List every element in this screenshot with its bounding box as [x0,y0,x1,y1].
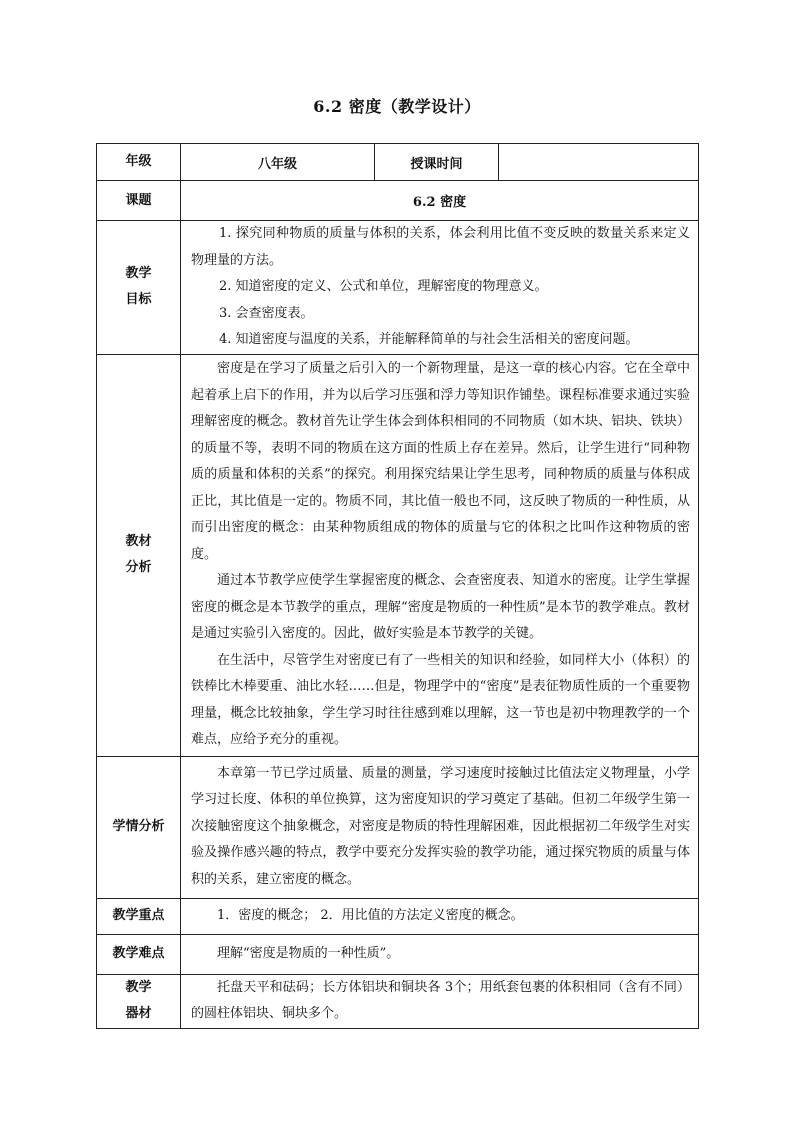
equipment-label-line2: 器材 [125,1006,152,1021]
difficulties-row [97,934,699,974]
goals-row [97,221,699,355]
material-content [181,354,699,756]
grade-value: 八年级 [181,144,375,181]
equipment-row [97,974,699,1028]
equipment-content [181,974,699,1028]
topic-label: 课题 [97,181,181,221]
key-points-value: 1．密度的概念； 2．用比值的方法定义密度的概念。 [217,907,524,923]
students-paragraph: 本章第一节已学过质量、质量的测量，学习速度时接触过比值法定义物理量，小学学习过长度、体积的单位换算，这为密度知识的学习奠定了基础。但初二年级学生第一次接触密度这个抽象概念，对密度是物质的特性理解困难，因此根据初二年级学生对实验及操作感兴趣的特点，教学中要充分发挥实验的教学功能，通过探究物质的质量与体积的关系，建立密度的概念。 [191,765,690,887]
goals-label [97,221,181,355]
students-content [181,756,699,898]
material-label-line1: 教材 [125,534,152,549]
difficulties-content [181,934,699,974]
topic-value: 6.2 密度 [181,181,699,221]
grade-label: 年级 [97,144,181,181]
material-paragraph: 密度是在学习了质量之后引入的一个新物理量，是这一章的核心内容。它在全章中起着承上启下的作用，并为以后学习压强和浮力等知识作铺垫。课程标准要求通过实验理解密度的概念。教材首先让学生体会到体积相同的不同物质（如木块、铝块、铁块）的质量不等，表明不同的物质在这方面的性质上存在差异。然后，让学生进行“同种物质的质量和体积的关系”的探究。利用探究结果让学生思考，同种物质的质量与体积成正比，其比值是一定的。物质不同，其比值一般也不同，这反映了物质的一种性质，从而引出密度的概念：由某种物质组成的物体的质量与它的体积之比叫作这种物质的密度。 [191,361,690,562]
page-title: 6.2 密度（教学设计） [313,97,481,116]
lesson-plan-table [96,143,699,1029]
material-paragraph: 在生活中，尽管学生对密度已有了一些相关的知识和经验，如同样大小（体积）的铁棒比木棒要重、油比水轻……但是，物理学中的“密度”是表征物质性质的一个重要物理量，概念比较抽象，学生学习时往往感到难以理解，这一节也是初中物理教学的一个难点，应给予充分的重视。 [191,652,690,748]
key-points-row [97,898,699,934]
class-time-value [499,144,699,181]
goals-label-line2: 目标 [125,292,152,308]
topic-row [97,181,699,221]
equipment-value: 托盘天平和砝码；长方体铝块和铜块各 3个；用纸套包裹的体积相同（含有不同）的圆柱体铝块、铜块多个。 [191,979,690,1021]
difficulties-label: 教学难点 [97,934,181,974]
goal-item: 4. 知道密度与温度的关系，并能解释简单的与社会生活相关的密度问题。 [219,332,639,347]
class-time-label: 授课时间 [375,144,499,181]
goal-item: 2. 知道密度的定义、公式和单位，理解密度的物理意义。 [219,279,548,294]
equipment-label-line1: 教学 [125,980,152,995]
goals-label-line1: 教学 [125,266,152,282]
goals-content [181,221,699,355]
material-label [97,354,181,756]
material-row [97,354,699,756]
equipment-label [97,974,181,1028]
material-paragraph: 通过本节教学应使学生掌握密度的概念、会查密度表、知道水的密度。让学生掌握密度的概念是本节教学的重点，理解“密度是物质的一种性质”是本节的教学难点。教材是通过实验引入密度的。因此，做好实验是本节教学的关键。 [191,573,690,642]
students-row [97,756,699,898]
material-label-line2: 分析 [125,560,152,575]
difficulties-value: 理解“密度是物质的一种性质”。 [217,945,400,961]
key-points-label: 教学重点 [97,898,181,934]
goal-item: 1. 探究同种物质的质量与体积的关系，体会利用比值不变反映的数量关系来定义物理量的方法。 [191,226,690,268]
grade-row [97,144,699,181]
students-label: 学情分析 [97,756,181,898]
key-points-content [181,898,699,934]
goal-item: 3. 会查密度表。 [219,305,314,321]
